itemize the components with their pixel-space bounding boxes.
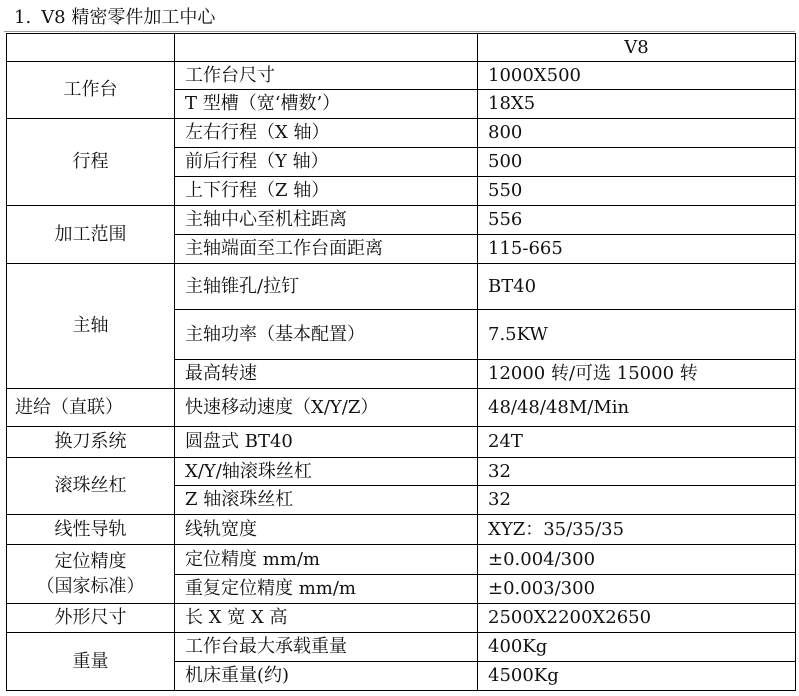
- item-cell: 最高转速: [175, 360, 478, 389]
- section-heading: [14, 6, 215, 30]
- category-cell: 外形尺寸: [7, 604, 175, 633]
- header-blank-cell: [7, 34, 175, 62]
- item-cell: 圆盘式 BT40: [175, 427, 478, 458]
- table-row: [7, 427, 796, 458]
- table-row: [7, 119, 796, 148]
- value-cell: BT40: [478, 264, 796, 310]
- value-cell: 32: [478, 486, 796, 515]
- item-cell: 线轨宽度: [175, 515, 478, 545]
- category-line: （国家标准）: [36, 576, 145, 597]
- section-number: 1.: [14, 7, 32, 28]
- table-row: [7, 206, 796, 235]
- value-cell: 556: [478, 206, 796, 235]
- category-cell: 主轴: [7, 264, 175, 389]
- value-cell: 24T: [478, 427, 796, 458]
- category-cell: 进给（直联）: [7, 389, 175, 427]
- value-cell: XYZ：35/35/35: [478, 515, 796, 545]
- item-cell: 主轴功率（基本配置）: [175, 310, 478, 360]
- item-cell: 快速移动速度（X/Y/Z）: [175, 389, 478, 427]
- value-cell: 115-665: [478, 235, 796, 264]
- table-header-row: [7, 34, 796, 62]
- value-cell: 550: [478, 177, 796, 206]
- value-cell: 12000 转/可选 15000 转: [478, 360, 796, 389]
- table-row: [7, 458, 796, 486]
- category-cell: 滚珠丝杠: [7, 458, 175, 515]
- item-cell: 主轴锥孔/拉钉: [175, 264, 478, 310]
- value-cell: 2500X2200X2650: [478, 604, 796, 633]
- category-cell: 工作台: [7, 62, 175, 119]
- item-cell: 定位精度 mm/m: [175, 545, 478, 575]
- table-row: [7, 264, 796, 310]
- value-cell: 400Kg: [478, 633, 796, 662]
- value-cell: 500: [478, 148, 796, 177]
- item-cell: Z 轴滚珠丝杠: [175, 486, 478, 515]
- value-cell: ±0.004/300: [478, 545, 796, 575]
- item-cell: 长 X 宽 X 高: [175, 604, 478, 633]
- heading-divider: [4, 31, 795, 32]
- item-cell: X/Y/轴滚珠丝杠: [175, 458, 478, 486]
- category-line: 定位精度: [54, 551, 127, 572]
- table-row: [7, 545, 796, 575]
- item-cell: 左右行程（X 轴）: [175, 119, 478, 148]
- table-row: [7, 604, 796, 633]
- item-cell: 主轴端面至工作台面距离: [175, 235, 478, 264]
- item-cell: 主轴中心至机柱距离: [175, 206, 478, 235]
- item-cell: 上下行程（Z 轴）: [175, 177, 478, 206]
- spec-table: [6, 33, 796, 691]
- table-row: [7, 389, 796, 427]
- table-row: [7, 62, 796, 90]
- value-cell: 18X5: [478, 90, 796, 119]
- value-cell: 800: [478, 119, 796, 148]
- category-cell: 换刀系统: [7, 427, 175, 458]
- value-cell: 48/48/48M/Min: [478, 389, 796, 427]
- value-cell: 7.5KW: [478, 310, 796, 360]
- value-cell: 1000X500: [478, 62, 796, 90]
- category-cell: 行程: [7, 119, 175, 206]
- item-cell: 工作台最大承载重量: [175, 633, 478, 662]
- category-cell: 线性导轨: [7, 515, 175, 545]
- header-blank-cell: [175, 34, 478, 62]
- value-cell: 4500Kg: [478, 662, 796, 691]
- category-cell: 重量: [7, 633, 175, 691]
- item-cell: 重复定位精度 mm/m: [175, 575, 478, 604]
- model-header-cell: V8: [478, 34, 796, 62]
- value-cell: 32: [478, 458, 796, 486]
- value-cell: ±0.003/300: [478, 575, 796, 604]
- item-cell: T 型槽（宽‘槽数’）: [175, 90, 478, 119]
- table-row: [7, 633, 796, 662]
- item-cell: 前后行程（Y 轴）: [175, 148, 478, 177]
- category-cell: [7, 545, 175, 604]
- category-cell: 加工范围: [7, 206, 175, 264]
- section-title: V8 精密零件加工中心: [41, 7, 216, 28]
- table-row: [7, 515, 796, 545]
- item-cell: 机床重量(约): [175, 662, 478, 691]
- item-cell: 工作台尺寸: [175, 62, 478, 90]
